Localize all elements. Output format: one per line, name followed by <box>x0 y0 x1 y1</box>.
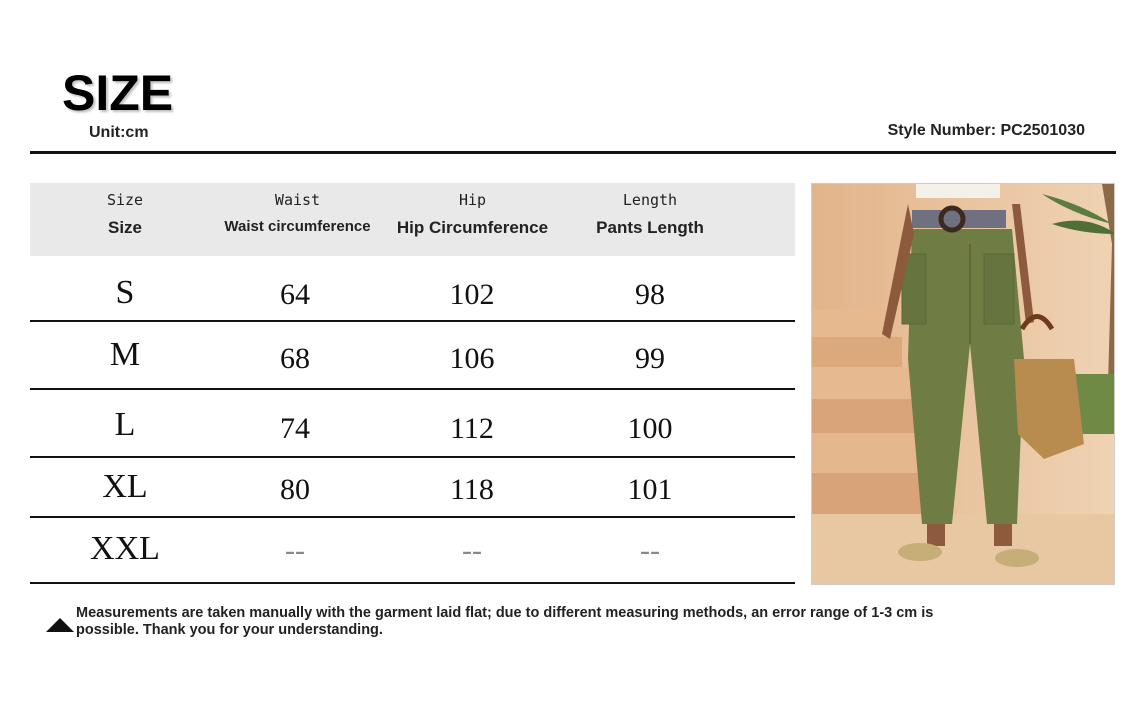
waist-cell: 80 <box>280 473 310 506</box>
header-divider <box>30 151 1116 154</box>
column-header-length <box>570 183 730 256</box>
column-header-hip <box>390 183 555 256</box>
length-cell: -- <box>640 534 660 567</box>
model-photo-illustration <box>812 184 1115 585</box>
waist-cell: 64 <box>280 278 310 311</box>
table-row <box>30 390 795 458</box>
size-title: SIZE <box>62 65 174 121</box>
column-code: Length <box>622 191 678 209</box>
column-desc: Hip Circumference <box>396 218 549 237</box>
table-row <box>30 322 795 390</box>
waist-cell: 68 <box>280 342 310 375</box>
column-desc: Waist circumference <box>224 218 371 235</box>
length-cell: 101 <box>627 473 673 506</box>
column-code: Hip <box>458 191 487 209</box>
measurement-note: Measurements are taken manually with the garment laid flat; due to different measuring methods, an error range of 1-3 cm is possible. Thank you for your understanding. <box>76 605 934 638</box>
hip-cell: 102 <box>449 278 495 311</box>
table-row <box>30 518 795 584</box>
size-table <box>30 183 795 584</box>
size-cell: XXL <box>90 530 160 567</box>
column-header-size <box>75 183 175 256</box>
waist-cell: -- <box>285 534 305 567</box>
product-photo <box>811 183 1115 585</box>
table-header <box>30 183 795 256</box>
column-desc: Pants Length <box>596 218 704 237</box>
column-code: Size <box>106 191 144 209</box>
waist-cell: 74 <box>280 412 310 445</box>
triangle-up-icon <box>46 618 74 632</box>
length-cell: 98 <box>635 278 665 311</box>
table-row <box>30 458 795 518</box>
unit-label: Unit:cm <box>89 124 149 141</box>
column-header-waist <box>215 183 380 256</box>
hip-cell: 118 <box>450 473 494 506</box>
column-desc: Size <box>107 218 143 237</box>
size-cell: S <box>115 274 135 311</box>
style-number: Style Number: PC2501030 <box>887 122 1085 139</box>
table-row <box>30 256 795 322</box>
size-cell: L <box>114 406 136 443</box>
size-cell: XL <box>102 468 148 505</box>
hip-cell: 112 <box>450 412 494 445</box>
length-cell: 100 <box>627 412 673 445</box>
hip-cell: -- <box>462 534 482 567</box>
length-cell: 99 <box>635 342 665 375</box>
column-code: Waist <box>274 191 321 209</box>
hip-cell: 106 <box>449 342 495 375</box>
size-cell: M <box>109 336 141 373</box>
